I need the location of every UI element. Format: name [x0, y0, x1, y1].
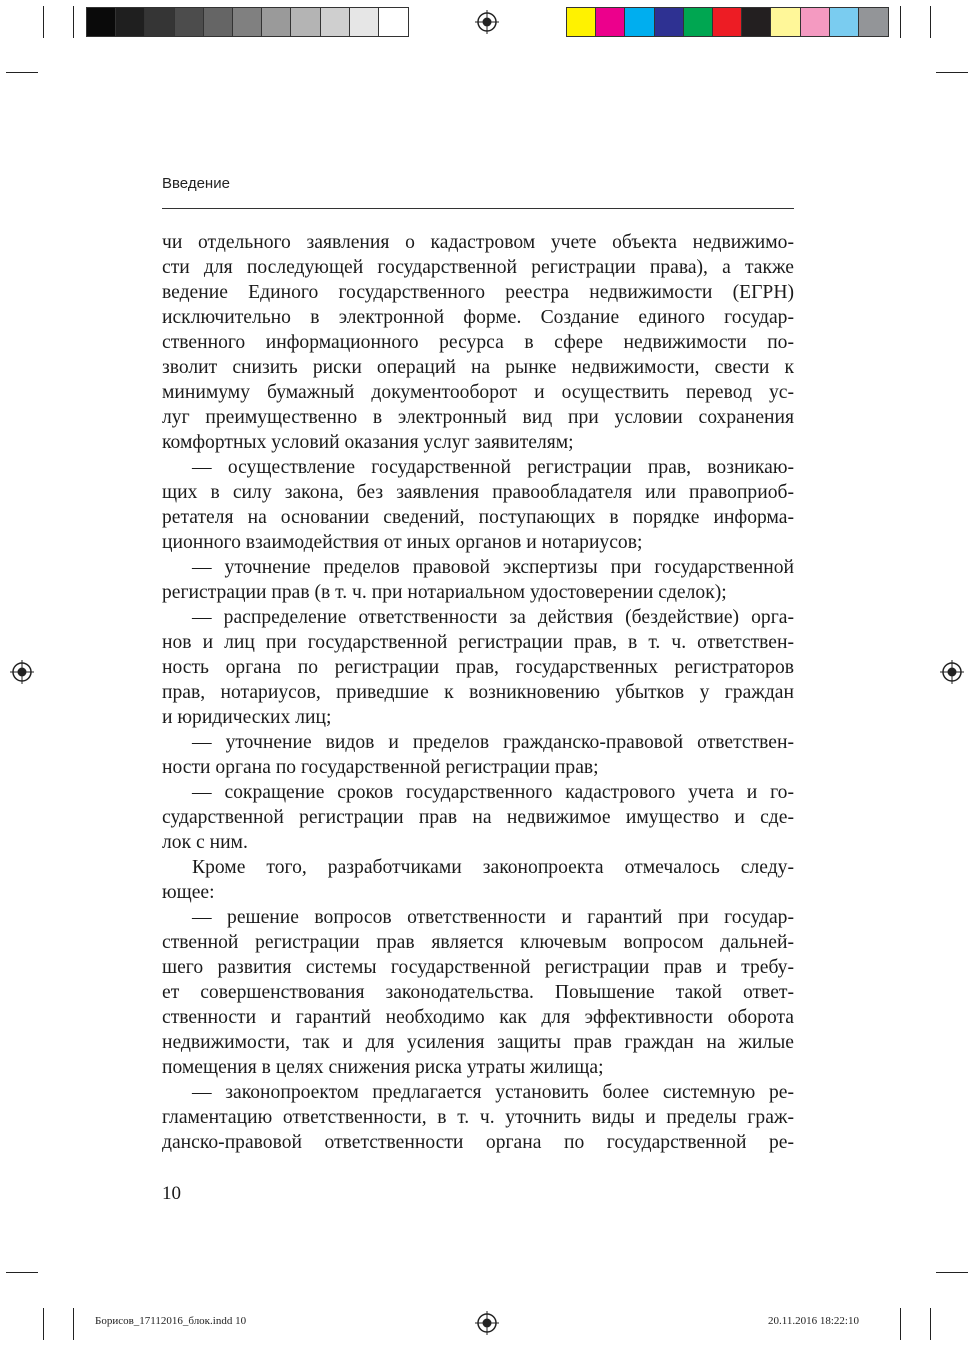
text-line: ности органа по государственной регистрации прав; [162, 757, 599, 778]
color-swatch [291, 8, 320, 36]
color-swatch [262, 8, 291, 36]
color-swatch [801, 8, 830, 36]
color-swatch [859, 8, 888, 36]
text-line: ет совершенствования законодательства. Повышение такой ответ- [162, 982, 794, 1003]
registration-mark-icon [475, 10, 499, 34]
color-swatch [204, 8, 233, 36]
color-swatch [713, 8, 742, 36]
text-line: — уточнение видов и пределов гражданско-правовой ответствен- [192, 732, 794, 753]
text-line: недвижимости, так и для усиления защиты прав граждан на жилые [162, 1032, 794, 1053]
text-line: зволит снизить риски операций на рынке недвижимости, свести к [162, 357, 794, 378]
text-line: — сокращение сроков государственного кадастрового учета и го- [192, 782, 794, 803]
text-line: чи отдельного заявления о кадастровом учете объекта недвижимо- [162, 232, 794, 253]
text-line: — распределение ответственности за действия (бездействие) орга- [192, 607, 794, 628]
color-swatch [742, 8, 771, 36]
crop-mark-bottom-left-v [43, 1308, 44, 1340]
text-line: минимуму бумажный документооборот и осуществить перевод ус- [162, 382, 794, 403]
crop-mark-top-right-h [936, 72, 968, 73]
text-line: — законопроектом предлагается установить более системную ре- [192, 1082, 794, 1103]
color-swatch [625, 8, 654, 36]
text-line: сударственной регистрации прав на недвижимое имущество и сде- [162, 807, 794, 828]
color-swatch [596, 8, 625, 36]
color-swatch [350, 8, 379, 36]
text-line: ность органа по регистрации прав, государственных регистраторов [162, 657, 794, 678]
color-swatch [116, 8, 145, 36]
slug-timestamp: 20.11.2016 18:22:10 [768, 1315, 859, 1327]
color-swatch [830, 8, 859, 36]
color-swatch [175, 8, 204, 36]
process-color-bar [566, 7, 889, 37]
text-line: ственного информационного ресурса в сфере недвижимости по- [162, 332, 794, 353]
crop-mark-top-right-v [900, 6, 901, 38]
registration-mark-icon [940, 660, 964, 684]
text-line: и юридических лиц; [162, 707, 332, 728]
crop-mark-top-left-v2 [73, 6, 74, 38]
color-swatch [379, 8, 408, 36]
text-line: лок с ним. [162, 832, 248, 853]
text-line: — уточнение пределов правовой экспертизы при государственной [192, 557, 794, 578]
color-swatch [655, 8, 684, 36]
text-line: гламентацию ответственности, в т. ч. уточнить виды и пределы граж- [162, 1107, 794, 1128]
text-line: луг преимущественно в электронный вид при условии сохранения [162, 407, 794, 428]
text-line: — решение вопросов ответственности и гарантий при государ- [192, 907, 794, 928]
text-line: прав, нотариусов, приведшие к возникновению убытков у граждан [162, 682, 794, 703]
registration-mark-icon [475, 1311, 499, 1335]
page-number: 10 [162, 1183, 181, 1204]
grayscale-color-bar [86, 7, 409, 37]
text-line: ственности и гарантий необходимо как для эффективности оборота [162, 1007, 794, 1028]
text-line: Кроме того, разработчиками законопроекта отмечалось следу- [192, 857, 794, 878]
text-line: регистрации прав (в т. ч. при нотариальном удостоверении сделок); [162, 582, 727, 603]
color-swatch [233, 8, 262, 36]
text-line: щих в силу закона, без заявления правообладателя или правоприоб- [162, 482, 794, 503]
color-swatch [321, 8, 350, 36]
text-line: — осуществление государственной регистрации прав, возникаю- [192, 457, 794, 478]
crop-mark-bottom-right-v2 [930, 1308, 931, 1340]
text-line: данско-правовой ответственности органа по государственной ре- [162, 1132, 794, 1153]
header-rule [162, 208, 794, 209]
text-line: ретателя на основании сведений, поступающих в порядке информа- [162, 507, 794, 528]
crop-mark-top-left-h [6, 72, 38, 73]
text-line: нов и лиц при государственной регистрации прав, в т. ч. ответствен- [162, 632, 794, 653]
running-head: Введение [162, 175, 230, 192]
crop-mark-bottom-right-v [900, 1308, 901, 1340]
color-swatch [87, 8, 116, 36]
crop-mark-top-right-v2 [930, 6, 931, 38]
color-swatch [145, 8, 174, 36]
text-line: помещения в целях снижения риска утраты жилища; [162, 1057, 604, 1078]
crop-mark-bottom-right-h [936, 1272, 968, 1273]
color-swatch [567, 8, 596, 36]
crop-mark-bottom-left-v2 [73, 1308, 74, 1340]
text-line: шего развития системы государственной регистрации прав и требу- [162, 957, 794, 978]
crop-mark-bottom-left-h [6, 1272, 38, 1273]
color-swatch [771, 8, 800, 36]
text-line: ственной регистрации прав является ключевым вопросом дальней- [162, 932, 794, 953]
registration-mark-icon [10, 660, 34, 684]
crop-mark-top-left-v [43, 6, 44, 38]
text-line: ционного взаимодействия от иных органов и нотариусов; [162, 532, 643, 553]
color-swatch [684, 8, 713, 36]
slug-file-info: Борисов_17112016_блок.indd 10 [95, 1315, 247, 1327]
text-line: исключительно в электронной форме. Создание единого государ- [162, 307, 794, 328]
body-text [162, 230, 794, 1155]
text-line: комфортных условий оказания услуг заявителям; [162, 432, 574, 453]
text-line: сти для последующей государственной регистрации права), а также [162, 257, 794, 278]
text-line: ющее: [162, 882, 215, 903]
text-line: ведение Единого государственного реестра недвижимости (ЕГРН) [162, 282, 794, 303]
